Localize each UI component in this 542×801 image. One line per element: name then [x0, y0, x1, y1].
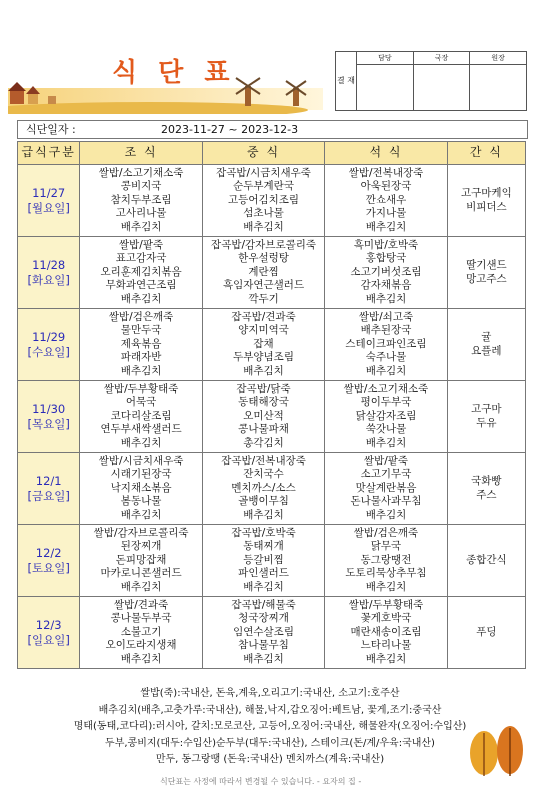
dinner-item: 감자채볶음: [360, 279, 412, 292]
lunch-item: 배추김치: [243, 508, 284, 521]
date-value: 2023-11-27 ~ 2023-12-3: [161, 123, 299, 136]
dinner-item: 배추김치: [365, 508, 407, 521]
day-date: 11/30: [32, 401, 66, 416]
snack-item: 주스: [476, 488, 497, 501]
breakfast-item: 쌀밥/견과죽: [113, 598, 169, 611]
lunch-cell: [202, 309, 324, 381]
approval-col-staff: 담당: [357, 52, 414, 65]
dinner-item: 배추김치: [365, 220, 407, 233]
snack-item: 비피더스: [466, 200, 507, 213]
snack-item: 귤: [481, 331, 492, 344]
lunch-item: 잡곡밥/전복내장죽: [221, 454, 306, 467]
dinner-item: 쌀밥/두부황태죽: [348, 598, 424, 611]
lunch-cell: [202, 453, 324, 525]
day-weekday: [토요일]: [27, 560, 70, 575]
dinner-item: 평이두부국: [360, 396, 412, 409]
dinner-cell: [325, 309, 447, 381]
lunch-item: 잡곡밥/해물죽: [231, 598, 296, 611]
breakfast-item: 오리훈제김치볶음: [100, 265, 182, 278]
day-weekday: [일요일]: [27, 632, 70, 647]
dinner-item: 숙주나물: [365, 351, 407, 364]
breakfast-item: 쌀밥/시금치새우죽: [98, 454, 184, 467]
lunch-item: 동태찌개: [243, 540, 284, 553]
day-date: 12/2: [35, 545, 62, 560]
lunch-item: 계란찜: [248, 265, 279, 278]
snack-cell: [447, 597, 525, 669]
day-row: [18, 453, 526, 525]
origin-note-line: 두부,콩비지(대두:수입산)순두부(대두:국내산), 스테이크(돈/계/우육:국내산): [105, 737, 435, 749]
snack-item: 망고주스: [466, 272, 507, 285]
day-cell: [18, 309, 80, 381]
lunch-cell: [202, 381, 324, 453]
day-date: 12/1: [35, 473, 62, 488]
header-dinner: 석 식: [325, 142, 447, 165]
day-row: [18, 525, 526, 597]
lunch-item: 배추김치: [243, 652, 284, 665]
origin-notes: [40, 686, 500, 769]
breakfast-item: 배추김치: [120, 580, 162, 593]
dinner-item: 쌀밥/전복내장죽: [348, 166, 424, 179]
snack-item: 요플레: [471, 344, 502, 357]
day-weekday: [화요일]: [27, 272, 70, 287]
dinner-item: 도토리묵상추무침: [345, 567, 427, 580]
lunch-item: 잡곡밥/시금치새우죽: [216, 166, 311, 179]
breakfast-cell: [80, 237, 202, 309]
dinner-item: 배추된장국: [360, 324, 412, 337]
lunch-item: 잔치국수: [243, 468, 284, 481]
day-weekday: [금요일]: [27, 488, 70, 503]
dinner-item: 홍합탕국: [365, 252, 407, 265]
breakfast-item: 어묵국: [125, 396, 157, 409]
breakfast-item: 시래기된장국: [110, 468, 172, 481]
snack-item: 국화빵: [471, 475, 502, 488]
day-cell: [18, 237, 80, 309]
day-row: [18, 237, 526, 309]
breakfast-item: 쌀밥/두부황태죽: [103, 382, 179, 395]
day-date: 11/29: [32, 329, 66, 344]
origin-note-line: 배추김치(배추,고춧가루:국내산), 해물,낙지,갑오징어:베트남, 꽃게,조기:중국산: [98, 704, 442, 716]
breakfast-item: 오이도라지생채: [105, 639, 177, 652]
village-scenery-illustration: [8, 66, 323, 114]
dinner-item: 느타리나물: [360, 639, 412, 652]
dinner-item: 동그랑땡전: [360, 553, 412, 566]
snack-cell: [447, 165, 525, 237]
lunch-item: 오미산적: [243, 409, 284, 422]
approval-side-label: 결 재: [336, 52, 357, 111]
snack-item: 두유: [476, 416, 497, 429]
header-breakfast: 조 식: [80, 142, 202, 165]
dinner-item: 스테이크파인조림: [345, 337, 427, 350]
lunch-item: 골뱅이무침: [238, 495, 289, 508]
dinner-cell: [325, 525, 447, 597]
day-date: 11/28: [32, 257, 66, 272]
day-weekday: [월요일]: [27, 200, 70, 215]
breakfast-item: 쌀밥/검은깨죽: [108, 310, 174, 323]
lunch-item: 잡채: [253, 337, 274, 350]
breakfast-item: 무화과연근조림: [105, 279, 177, 292]
lunch-item: 섬초나물: [243, 207, 284, 220]
day-cell: [18, 453, 80, 525]
dinner-item: 배추김치: [365, 580, 407, 593]
dinner-cell: [325, 165, 447, 237]
dinner-item: 깐쇼새우: [365, 193, 407, 206]
dinner-item: 소고기무국: [360, 468, 412, 481]
day-row: [18, 165, 526, 237]
lunch-cell: [202, 165, 324, 237]
breakfast-item: 배추김치: [120, 292, 162, 305]
lunch-item: 등갈비찜: [243, 553, 284, 566]
approval-col-director: 국장: [413, 52, 470, 65]
breakfast-item: 쌀밥/팥죽: [119, 238, 164, 251]
breakfast-cell: [80, 525, 202, 597]
snack-item: 종합간식: [466, 553, 507, 566]
breakfast-item: 물만두국: [120, 324, 162, 337]
header-category: 급식구분: [18, 142, 80, 165]
breakfast-item: 쌀밥/소고기채소죽: [98, 166, 184, 179]
lunch-item: 고등어김치조림: [228, 193, 300, 206]
dinner-item: 가지나물: [365, 207, 407, 220]
breakfast-item: 파래자반: [120, 351, 162, 364]
day-cell: [18, 381, 80, 453]
lunch-item: 멘치까스/소스: [231, 481, 296, 494]
breakfast-item: 소불고기: [120, 625, 162, 638]
lunch-item: 흑임자연근샐러드: [222, 279, 305, 292]
breakfast-item: 마카로니콘샐러드: [100, 567, 182, 580]
snack-item: 딸기샌드: [466, 259, 507, 272]
day-weekday: [목요일]: [27, 416, 70, 431]
dinner-item: 배추김치: [365, 364, 407, 377]
date-label: 식단일자 :: [26, 123, 76, 136]
breakfast-item: 된장찌개: [120, 540, 162, 553]
approval-box: [335, 51, 527, 111]
dinner-item: 쌀밥/검은깨죽: [353, 526, 419, 539]
snack-item: 푸딩: [476, 625, 497, 638]
breakfast-item: 배추김치: [120, 220, 162, 233]
dinner-item: 소고기버섯조림: [350, 265, 422, 278]
breakfast-item: 콩비지국: [120, 180, 162, 193]
snack-cell: [447, 309, 525, 381]
day-cell: [18, 525, 80, 597]
dinner-item: 쌀밥/팥죽: [363, 454, 409, 467]
snack-item: 고구마: [471, 403, 502, 416]
lunch-item: 배추김치: [243, 364, 284, 377]
approval-sign-slot[interactable]: [357, 65, 414, 111]
lunch-item: 순두부계란국: [233, 180, 294, 193]
lunch-item: 잡곡밥/견과죽: [231, 310, 296, 323]
day-date: 11/27: [32, 185, 66, 200]
autumn-leaves-illustration: [462, 718, 532, 778]
dinner-cell: [325, 597, 447, 669]
breakfast-item: 배추김치: [120, 652, 162, 665]
dinner-item: 맛살계란볶음: [355, 481, 417, 494]
dinner-cell: [325, 237, 447, 309]
lunch-item: 잡곡밥/닭죽: [236, 382, 291, 395]
origin-note-line: 쌀밥(죽):국내산, 돈육,계육,오리고기:국내산, 소고기:호주산: [140, 688, 400, 699]
breakfast-item: 코다리살조림: [110, 409, 172, 422]
day-row: [18, 381, 526, 453]
dinner-item: 배추김치: [365, 436, 407, 449]
dinner-item: 돈나물사과무침: [350, 495, 422, 508]
origin-note-line: 만두, 동그랑땡 (돈육:국내산) 멘치까스(계육:국내산): [155, 754, 385, 765]
lunch-item: 참나물무침: [238, 639, 289, 652]
breakfast-item: 낙지채소볶음: [110, 481, 172, 494]
date-range-row: [17, 120, 528, 139]
origin-note-line: 명태(동태,코다리):러시아, 갈치:모로코산, 고등어,오징어:국내산, 해물완자(오징어:수입산): [73, 721, 467, 732]
footer-note: 식단표는 사정에 따라서 변경될 수 있습니다. - 요자의 집 -: [160, 777, 362, 786]
lunch-item: 두부양념조림: [233, 351, 294, 364]
day-weekday: [수요일]: [27, 344, 70, 359]
lunch-item: 한우설렁탕: [238, 252, 289, 265]
breakfast-item: 배추김치: [120, 436, 162, 449]
lunch-item: 총각김치: [243, 436, 284, 449]
dinner-item: 쌀밥/소고기채소죽: [343, 382, 429, 395]
dinner-item: 배추김치: [365, 652, 407, 665]
day-cell: [18, 597, 80, 669]
breakfast-item: 참치두부조림: [110, 193, 172, 206]
breakfast-cell: [80, 309, 202, 381]
day-row: [18, 597, 526, 669]
breakfast-item: 쌀밥/감자브로콜리죽: [93, 526, 189, 539]
dinner-item: 쌀밥/쇠고죽: [358, 310, 414, 323]
lunch-cell: [202, 597, 324, 669]
breakfast-item: 배추김치: [120, 508, 162, 521]
dinner-cell: [325, 381, 447, 453]
lunch-cell: [202, 525, 324, 597]
lunch-item: 깍두기: [248, 292, 279, 305]
breakfast-item: 봄동나물: [120, 495, 162, 508]
dinner-item: 꽃게호박국: [360, 612, 412, 625]
breakfast-item: 표고감자국: [115, 252, 167, 265]
breakfast-item: 제육볶음: [120, 337, 162, 350]
lunch-item: 잡곡밥/호박죽: [231, 526, 296, 539]
dinner-item: 배추김치: [365, 292, 407, 305]
lunch-item: 임연수살조림: [233, 625, 294, 638]
breakfast-item: 연두부새싹샐러드: [100, 423, 182, 436]
breakfast-cell: [80, 597, 202, 669]
day-date: 12/3: [35, 617, 62, 632]
dinner-item: 닭무국: [370, 540, 402, 553]
dinner-item: 닭살감자조림: [355, 409, 417, 422]
lunch-item: 배추김치: [243, 580, 284, 593]
dinner-item: 매란새송이조림: [350, 625, 422, 638]
header-snack: 간 식: [447, 142, 525, 165]
lunch-item: 콩나물파채: [238, 423, 289, 436]
lunch-cell: [202, 237, 324, 309]
page-title: 식 단 표: [112, 58, 236, 88]
lunch-item: 파인샐러드: [238, 567, 289, 580]
lunch-item: 양지미역국: [238, 324, 289, 337]
header-lunch: 중 식: [202, 142, 324, 165]
snack-cell: [447, 381, 525, 453]
breakfast-item: 돈피망잡채: [115, 553, 167, 566]
day-cell: [18, 165, 80, 237]
day-row: [18, 309, 526, 381]
snack-item: 고구마케익: [461, 187, 512, 200]
dinner-cell: [325, 453, 447, 525]
approval-sign-slot[interactable]: [413, 65, 470, 111]
dinner-item: 흑미밥/호박죽: [353, 238, 419, 251]
approval-sign-slot[interactable]: [470, 65, 527, 111]
dinner-item: 쑥갓나물: [365, 423, 407, 436]
lunch-item: 청국장찌개: [238, 612, 289, 625]
snack-cell: [447, 453, 525, 525]
breakfast-cell: [80, 381, 202, 453]
breakfast-item: 콩나물두부국: [110, 612, 172, 625]
snack-cell: [447, 237, 525, 309]
menu-table: [17, 141, 526, 669]
snack-cell: [447, 525, 525, 597]
lunch-item: 동태해장국: [238, 396, 289, 409]
dinner-item: 아욱된장국: [360, 180, 412, 193]
breakfast-item: 고사리나물: [115, 207, 167, 220]
breakfast-item: 배추김치: [120, 364, 162, 377]
approval-col-head: 원장: [470, 52, 527, 65]
lunch-item: 배추김치: [243, 220, 284, 233]
lunch-item: 잡곡밥/감자브로콜리죽: [211, 238, 317, 251]
header-row: [18, 142, 526, 165]
breakfast-cell: [80, 165, 202, 237]
breakfast-cell: [80, 453, 202, 525]
